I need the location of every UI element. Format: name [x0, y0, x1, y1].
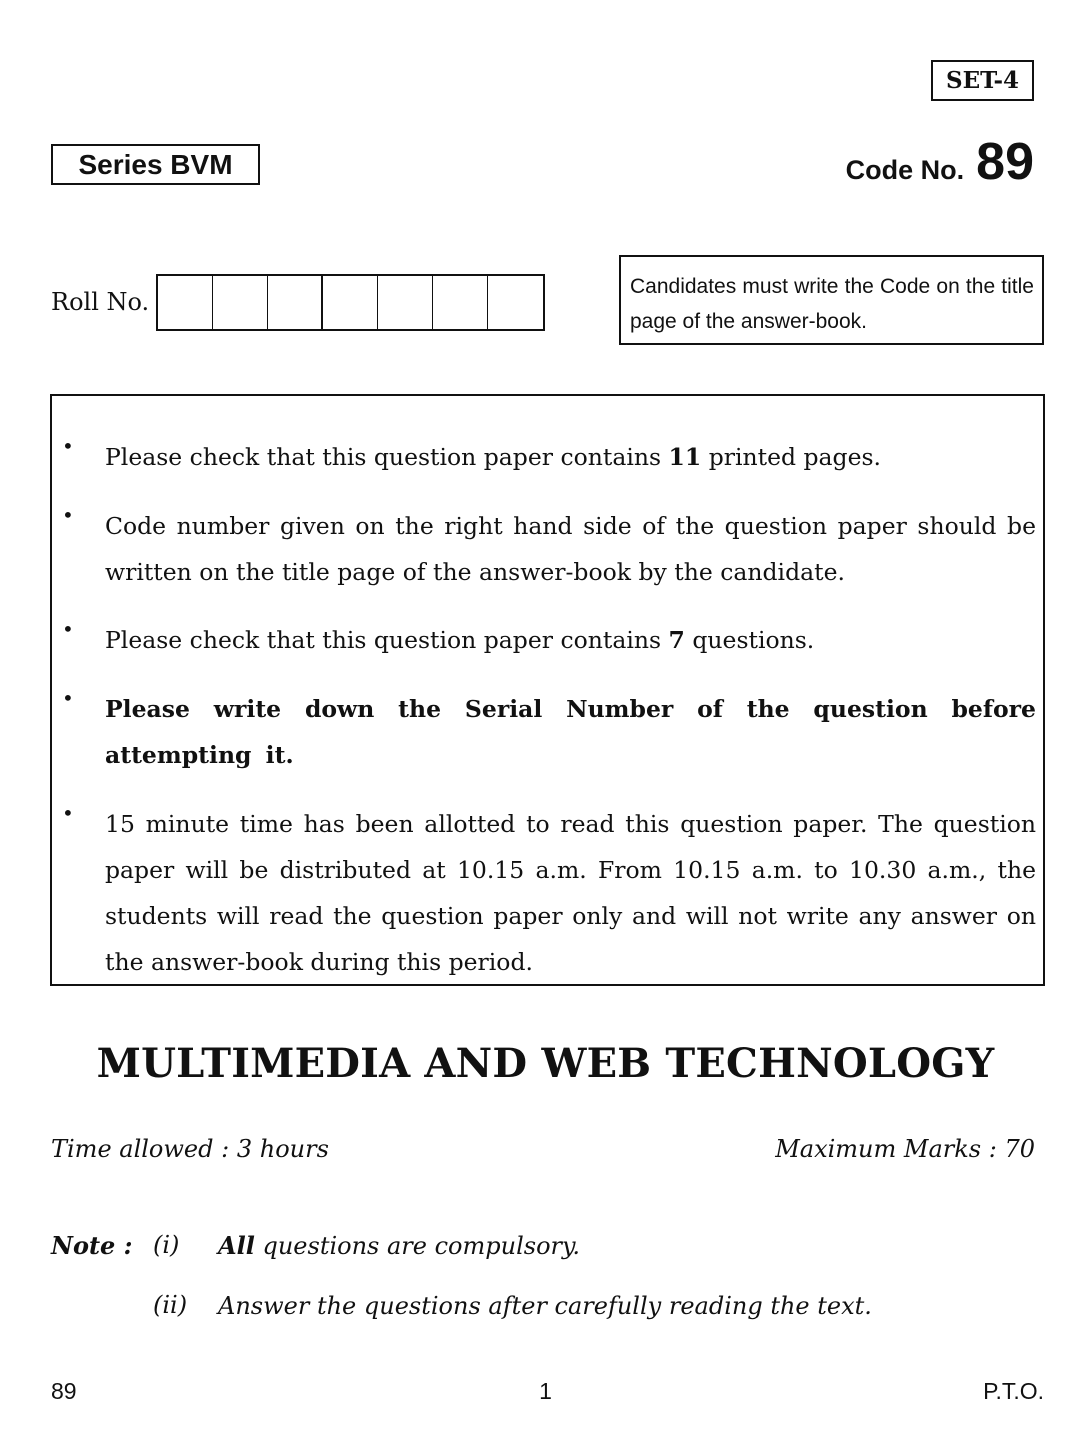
- code-label: Code No.: [845, 155, 965, 185]
- instruction-text: Code number given on the right hand side of the question paper should be written on the title page of the answer-book by the candidate.: [105, 512, 1036, 586]
- instruction-text: questions.: [684, 626, 815, 654]
- note-number: (i): [153, 1231, 180, 1259]
- footer-code: 89: [51, 1378, 77, 1404]
- roll-number-box[interactable]: [488, 276, 543, 329]
- instruction-text: printed pages.: [701, 443, 882, 471]
- roll-number-box[interactable]: [158, 276, 213, 329]
- roll-number-boxes[interactable]: [156, 274, 545, 331]
- pto-label: P.T.O.: [983, 1378, 1044, 1404]
- instruction-text: Please check that this question paper contains: [105, 443, 669, 471]
- instruction-text: Please check that this question paper contains: [105, 626, 669, 654]
- note-text: [218, 1291, 872, 1320]
- instruction-text: 15 minute time has been allotted to read this question paper. The question paper will be distributed at 10.15 a.m. From 10.15 a.m. to 10.30 a.m., the students will read the question paper only and will not write any answer on the answer-book during this period.: [105, 810, 1036, 976]
- subject-title: MULTIMEDIA AND WEB TECHNOLOGY: [96, 1040, 995, 1087]
- bullet-icon: •: [62, 434, 74, 458]
- bullet-icon: •: [62, 801, 74, 825]
- note-number: (ii): [153, 1291, 188, 1319]
- note-text: [218, 1231, 580, 1260]
- roll-number-box[interactable]: [213, 276, 268, 329]
- instruction-bold: 7: [668, 626, 685, 654]
- series-label: Series BVM: [51, 144, 260, 185]
- bullet-icon: •: [62, 617, 74, 641]
- roll-number-box[interactable]: [433, 276, 488, 329]
- candidate-code-note: Candidates must write the Code on the title page of the answer-book.: [619, 255, 1044, 345]
- roll-number-label: Roll No.: [51, 288, 150, 316]
- bullet-icon: •: [62, 686, 74, 710]
- bullet-icon: •: [62, 503, 74, 527]
- code-number-block: [846, 132, 1034, 192]
- note-body: Answer the questions after carefully reading the text.: [218, 1292, 872, 1320]
- instructions-box: [50, 394, 1045, 986]
- instruction-bold: 11: [668, 443, 702, 471]
- roll-number-box[interactable]: [323, 276, 378, 329]
- roll-number-box[interactable]: [268, 276, 323, 329]
- roll-number-box[interactable]: [378, 276, 433, 329]
- page-number: 1: [539, 1378, 552, 1404]
- time-allowed: Time allowed : 3 hours: [51, 1135, 329, 1163]
- instruction-bold: Please write down the Serial Number of the question before attempting it.: [105, 695, 1036, 769]
- note-bold: All: [218, 1231, 255, 1260]
- note-body: questions are compulsory.: [254, 1232, 580, 1260]
- set-label: SET-4: [931, 60, 1034, 101]
- code-number: 89: [976, 133, 1034, 191]
- note-label: Note :: [51, 1231, 133, 1260]
- maximum-marks: Maximum Marks : 70: [775, 1135, 1035, 1163]
